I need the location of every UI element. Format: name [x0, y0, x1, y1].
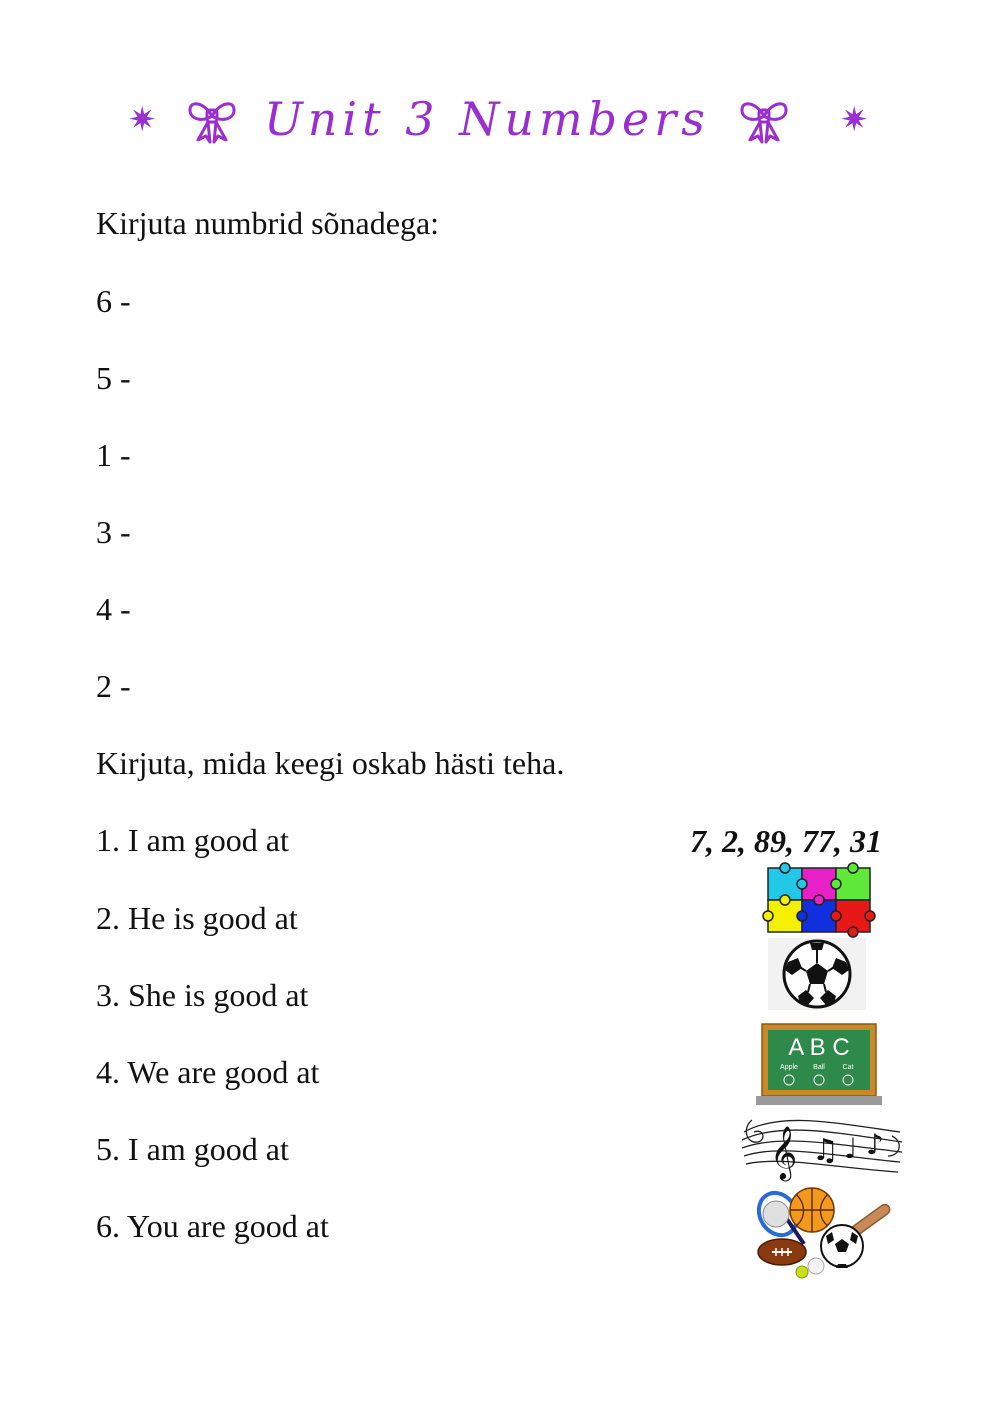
sentence-item: 4. We are good at	[96, 1054, 320, 1090]
chalkboard-word: Cat	[842, 1064, 854, 1071]
instruction-good-at: Kirjuta, mida keegi oskab hästi teha.	[96, 745, 565, 781]
sentence-item: 2. He is good at	[96, 900, 298, 936]
treble-clef-icon: 𝄞	[770, 1125, 798, 1179]
sentence-item: 3. She is good at	[96, 977, 309, 1013]
number-item: 5 -	[96, 360, 131, 396]
number-item: 6 -	[96, 283, 131, 319]
sentence-item: 1. I am good at	[96, 822, 289, 858]
eighth-note-icon: ♪	[866, 1128, 884, 1161]
number-item: 3 -	[96, 514, 131, 550]
numbers-hint: 7, 2, 89, 77, 31	[690, 823, 882, 859]
chalkboard-picture	[756, 1022, 882, 1108]
quarter-note-icon: ♩	[844, 1132, 858, 1165]
number-item: 2 -	[96, 668, 131, 704]
sports-balls-picture	[752, 1184, 898, 1280]
title-row	[0, 92, 1000, 156]
number-item: 4 -	[96, 591, 131, 627]
chalkboard-word: Apple	[780, 1064, 798, 1071]
chalkboard-word: Ball	[813, 1064, 825, 1071]
chalkboard-letters: A B C	[788, 1034, 850, 1061]
number-item: 1 -	[96, 437, 131, 473]
page-title: Unit 3 Numbers	[264, 92, 710, 146]
sentence-item: 6. You are good at	[96, 1208, 329, 1244]
bow-icon	[738, 94, 790, 146]
soccer-ball-picture	[768, 938, 866, 1010]
bow-icon	[186, 94, 238, 146]
puzzle-picture	[762, 862, 876, 938]
sentence-item: 5. I am good at	[96, 1131, 289, 1167]
eighth-notes-icon: ♫	[812, 1133, 839, 1168]
music-notes-picture	[740, 1112, 904, 1186]
sparkle-icon: ✷	[840, 102, 869, 139]
sparkle-icon: ✷	[128, 102, 157, 139]
instruction-write-numbers: Kirjuta numbrid sõnadega:	[96, 205, 440, 241]
